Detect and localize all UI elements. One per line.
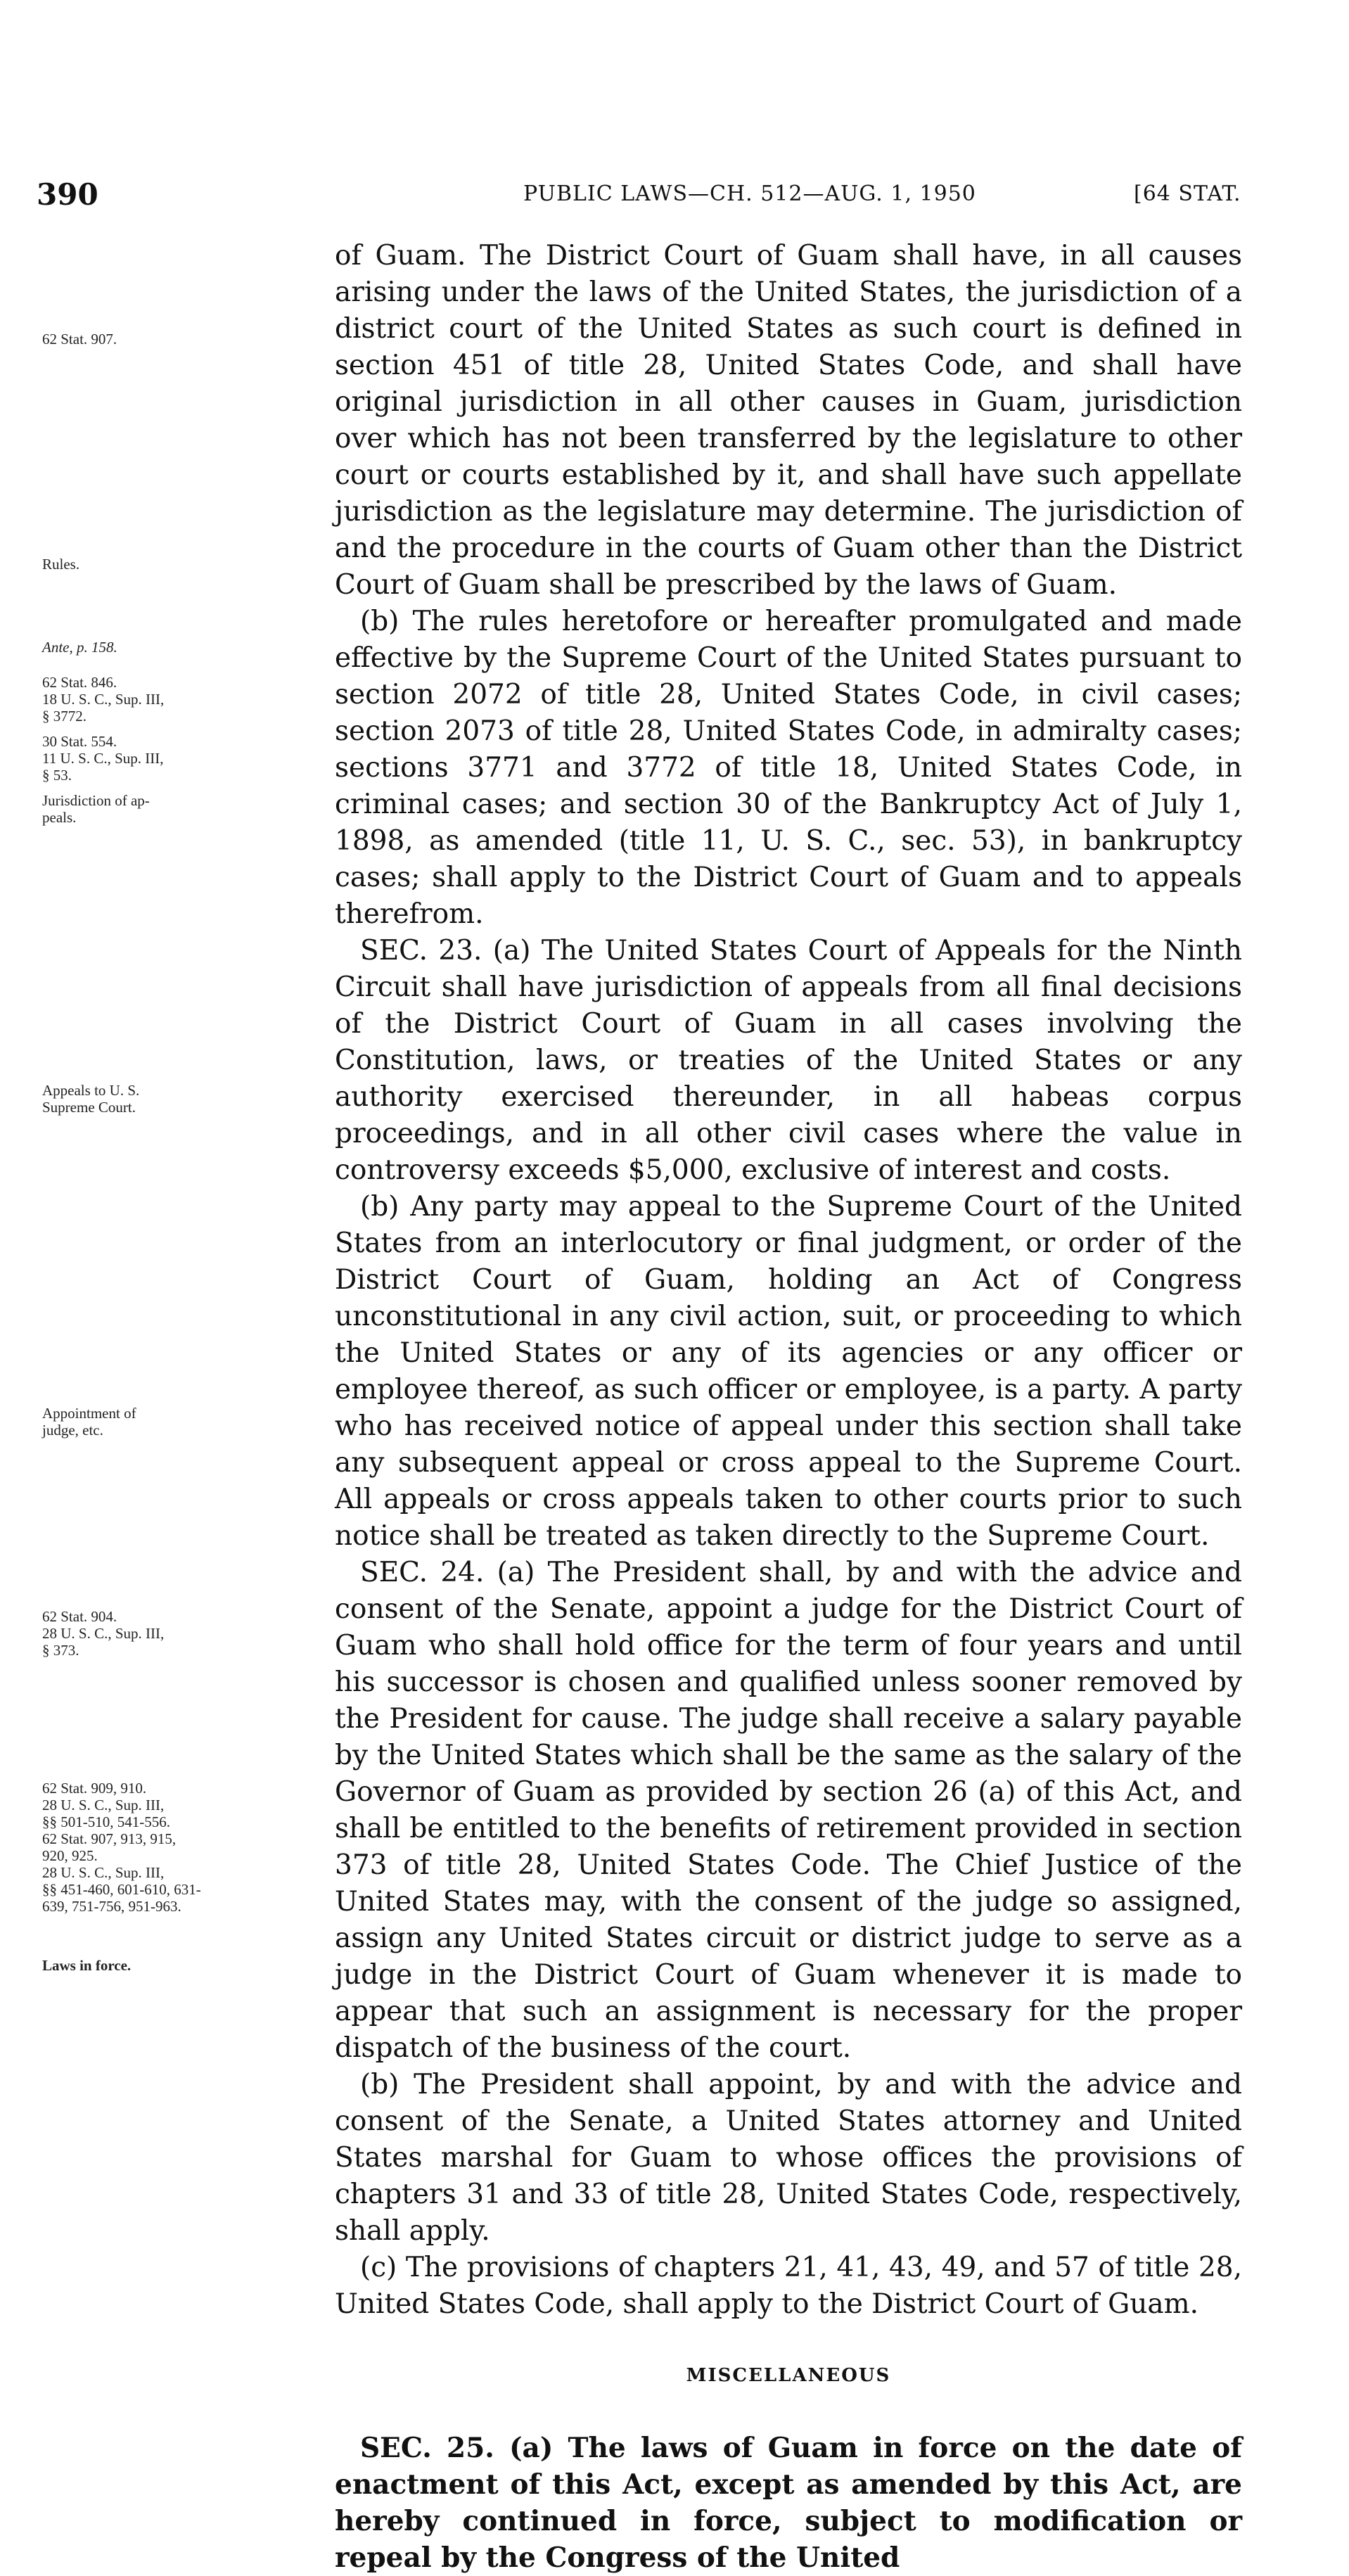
margin-note-line: peals. [42, 809, 77, 826]
margin-note-line: Ante, p. 158. [42, 639, 117, 656]
margin-note-line: Appointment of [42, 1405, 136, 1422]
margin-note [42, 556, 331, 573]
margin-note-line: 28 U. S. C., Sup. III, [42, 1864, 165, 1881]
margin-note [42, 1608, 331, 1659]
paragraph: (b) The President shall appoint, by and with the advice and consent of the Senate, a United States attorney and United States marshal for Guam to whose offices the provisions of chapters 31 and 33 of title 28, United States Code, respectively, shall apply. [335, 2069, 1242, 2247]
margin-note-line: 62 Stat. 907. [42, 331, 117, 347]
section-paragraph: SEC. 23. (a) The United States Court of Appeals for the Ninth Circuit shall have jurisdiction of appeals from all final decisions of the District Court of Guam in all cases involving the Constitution, laws, or treaties of the United States or any authority exercised thereunder, in all habeas corpus proceedings, and in all other civil cases where the value in controversy exceeds $5,000, exclusive of interest and costs. [335, 935, 1242, 1186]
paragraph: (c) The provisions of chapters 21, 41, 43, 49, and 57 of title 28, United States Code, shall apply to the District Court of Guam. [335, 2252, 1242, 2320]
margin-note [42, 1780, 331, 1915]
margin-note-line: 62 Stat. 904. [42, 1608, 117, 1625]
page-header [0, 177, 1349, 219]
margin-note-line: 28 U. S. C., Sup. III, [42, 1625, 165, 1642]
margin-note-line: Jurisdiction of ap- [42, 792, 150, 809]
paragraph: (b) The rules heretofore or hereafter promulgated and made effective by the Supreme Court of the United States pursuant to section 2072 of title 28, United States Code, in civil cases; section 2073 of title 28, United States Code, in admiralty cases; sections 3771 and 3772 of title 18, United States Code, in criminal cases; and section 30 of the Bankruptcy Act of July 1, 1898, as amended (title 11, U. S. C., sec. 53), in bankruptcy cases; shall apply to the District Court of Guam and to appeals therefrom. [335, 606, 1242, 930]
running-head: PUBLIC LAWS—CH. 512—AUG. 1, 1950 [523, 181, 976, 206]
paragraph: (b) Any party may appeal to the Supreme Court of the United States from an interlocutory or final judgment, or order of the District Court of Guam, holding an Act of Congress unconstitutional in any civil action, suit, or proceeding to which the United States or any of its agencies or any officer or employee thereof, as such officer or employee, is a party. A party who has received notice of appeal under this section shall take any subsequent appeal or cross appeal to the Supreme Court. All appeals or cross appeals taken to other courts prior to such notice shall be treated as taken directly to the Supreme Court. [335, 1191, 1242, 1552]
margin-note-line: § 3772. [42, 708, 87, 725]
margin-note [42, 639, 331, 656]
margin-note [42, 733, 331, 784]
page-number: 390 [37, 177, 98, 212]
margin-note-line: 11 U. S. C., Sup. III, [42, 750, 164, 767]
margin-note-line: 62 Stat. 909, 910. [42, 1780, 147, 1797]
margin-note-line: judge, etc. [42, 1422, 103, 1439]
margin-note-line: §§ 451-460, 601-610, 631- [42, 1881, 201, 1898]
margin-note-line: §§ 501-510, 541-556. [42, 1813, 170, 1830]
margin-note-line: § 373. [42, 1642, 79, 1659]
margin-note-line: 30 Stat. 554. [42, 733, 117, 750]
section-paragraph: SEC. 24. (a) The President shall, by and with the advice and consent of the Senate, appoint a judge for the District Court of Guam who shall hold office for the term of four years and until his successor is chosen and qualified unless sooner removed by the President for cause. The judge shall receive a salary payable by the United States which shall be the same as the salary of the Governor of Guam as provided by section 26 (a) of this Act, and shall be entitled to the benefits of retirement provided in section 373 of title 28, United States Code. The Chief Justice of the United States may, with the consent of the judge so assigned, assign any United States circuit or district judge to serve as a judge in the District Court of Guam whenever it is made to appear that such an assignment is necessary for the proper dispatch of the business of the court. [335, 1557, 1242, 2064]
margin-note [42, 1082, 331, 1116]
margin-note-line: 28 U. S. C., Sup. III, [42, 1797, 165, 1813]
paragraph: of Guam. The District Court of Guam shall have, in all causes arising under the laws of the United States, the jurisdiction of a district court of the United States as such court is defined in section 451 of title 28, United States Code, and shall have original jurisdiction in all other causes in Guam, jurisdiction over which has not been transferred by the legislature to other court or courts established by it, and shall have such appellate jurisdiction as the legislature may determine. The jurisdiction of and the procedure in the courts of Guam other than the District Court of Guam shall be prescribed by the laws of Guam. [335, 240, 1242, 601]
margin-note-line: Laws in force. [42, 1957, 132, 1974]
margin-note-line: 62 Stat. 907, 913, 915, [42, 1830, 177, 1847]
margin-note [42, 792, 331, 826]
margin-note [42, 331, 331, 347]
margin-note-line: 920, 925. [42, 1847, 98, 1864]
margin-note-line: 18 U. S. C., Sup. III, [42, 691, 165, 708]
margin-note [42, 674, 331, 725]
body-text [335, 238, 1242, 2576]
margin-note-line: Appeals to U. S. [42, 1082, 140, 1099]
volume-reference: [64 STAT. [1134, 181, 1241, 206]
margin-note-line: Supreme Court. [42, 1099, 136, 1116]
margin-note [42, 1405, 331, 1439]
margin-note-line: § 53. [42, 767, 72, 784]
section-paragraph: SEC. 25. (a) The laws of Guam in force on the date of enactment of this Act, except as amended by this Act, are hereby continued in force, subject to modification or repeal by the Congress of the United [335, 2432, 1242, 2574]
margin-note [42, 1957, 331, 1974]
margin-note-line: 639, 751-756, 951-963. [42, 1898, 181, 1915]
margin-note-line: 62 Stat. 846. [42, 674, 117, 691]
section-heading: MISCELLANEOUS [686, 2365, 891, 2386]
margin-note-line: Rules. [42, 556, 80, 573]
